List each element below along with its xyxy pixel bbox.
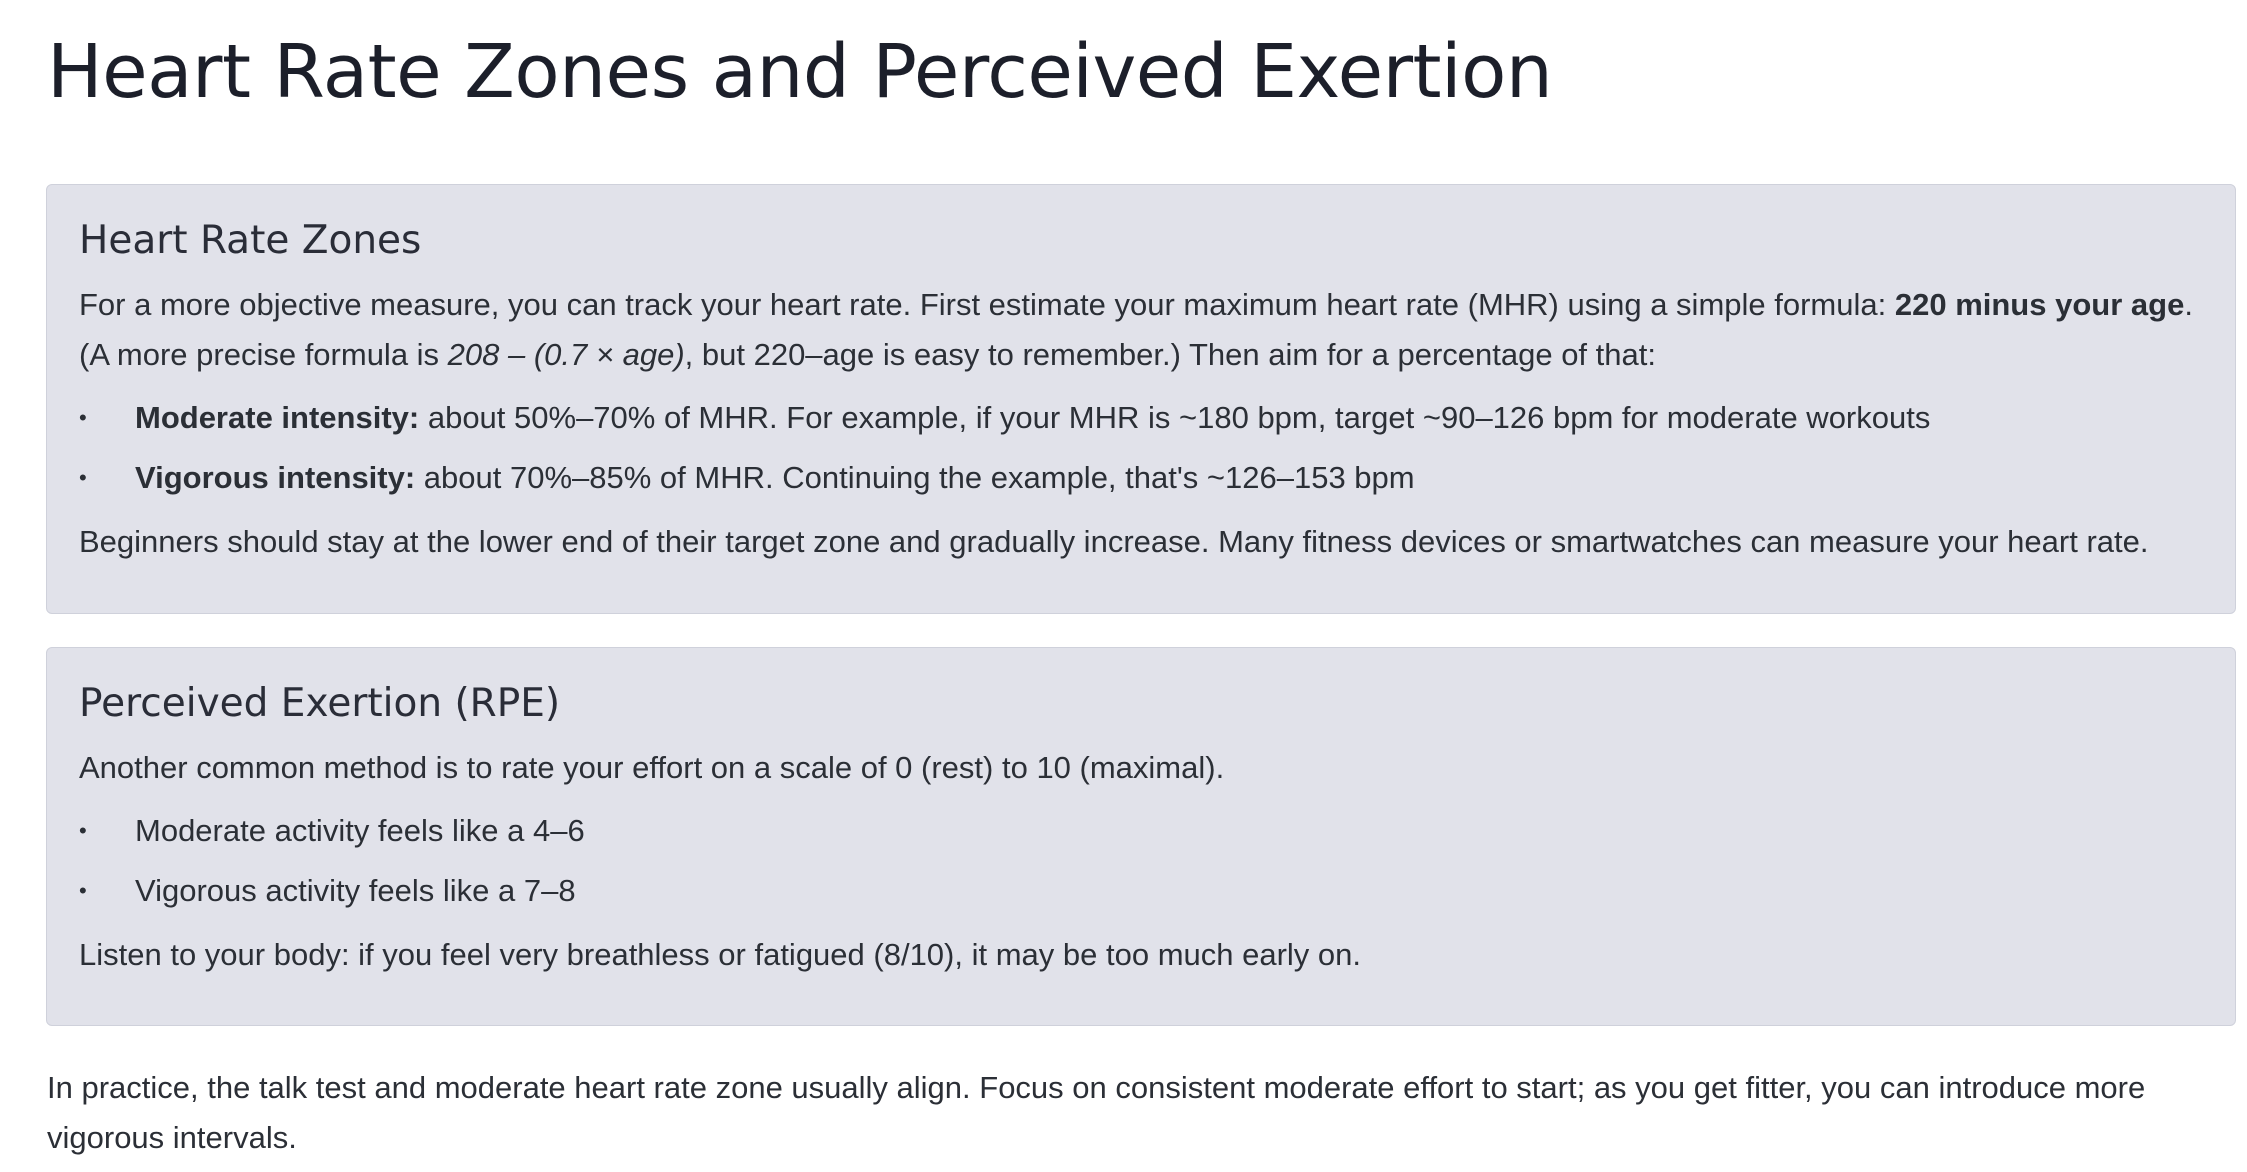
intro-text-2: . (A more precise formula is	[79, 287, 2193, 372]
list-item-text: about 70%–85% of MHR. Continuing the example, that's ~126–153 bpm	[415, 460, 1415, 495]
list-item-label: Vigorous intensity:	[135, 460, 416, 495]
perceived-exertion-card	[46, 647, 2236, 1026]
intro-text-3: , but 220–age is easy to remember.) Then aim for a percentage of that:	[684, 337, 1656, 372]
rpe-intro: Another common method is to rate your effort on a scale of 0 (rest) to 10 (maximal).	[79, 750, 1225, 785]
intro-precise-formula: 208 – (0.7 × age)	[447, 337, 685, 372]
bullet-icon: •	[79, 465, 87, 490]
intensity-list	[79, 397, 2204, 499]
list-item-label: Moderate intensity:	[135, 400, 420, 435]
list-item-text: about 50%–70% of MHR. For example, if your MHR is ~180 bpm, target ~90–126 bpm for moderate workouts	[419, 400, 1931, 435]
rpe-closing: Listen to your body: if you feel very breathless or fatigued (8/10), it may be too much early on.	[79, 937, 1362, 972]
page-title: Heart Rate Zones and Perceived Exertion	[47, 29, 1553, 115]
list-item-vigorous-intensity	[79, 457, 2204, 499]
list-item-moderate-intensity	[79, 397, 2204, 439]
list-item-text: Moderate activity feels like a 4–6	[135, 813, 585, 848]
summary-paragraph: In practice, the talk test and moderate heart rate zone usually align. Focus on consistent moderate effort to start; as you get fitter, you can introduce more vigorous intervals.	[47, 1070, 2146, 1155]
rpe-list	[79, 810, 2204, 912]
heart-rate-zones-card	[46, 184, 2236, 614]
heart-rate-intro	[79, 280, 2204, 380]
bullet-icon: •	[79, 818, 87, 843]
list-item-vigorous-activity	[79, 870, 2204, 912]
heart-rate-closing: Beginners should stay at the lower end of their target zone and gradually increase. Many fitness devices or smartwatches can measure your heart rate.	[79, 524, 2149, 559]
intro-text-1: For a more objective measure, you can track your heart rate. First estimate your maximum heart rate (MHR) using a simple formula:	[79, 287, 1895, 322]
bullet-icon: •	[79, 878, 87, 903]
list-item-text: Vigorous activity feels like a 7–8	[135, 873, 576, 908]
bullet-icon: •	[79, 405, 87, 430]
perceived-exertion-heading: Perceived Exertion (RPE)	[79, 681, 561, 726]
intro-bold-formula: 220 minus your age	[1894, 287, 2185, 322]
list-item-moderate-activity	[79, 810, 2204, 852]
heart-rate-zones-heading: Heart Rate Zones	[79, 218, 422, 263]
